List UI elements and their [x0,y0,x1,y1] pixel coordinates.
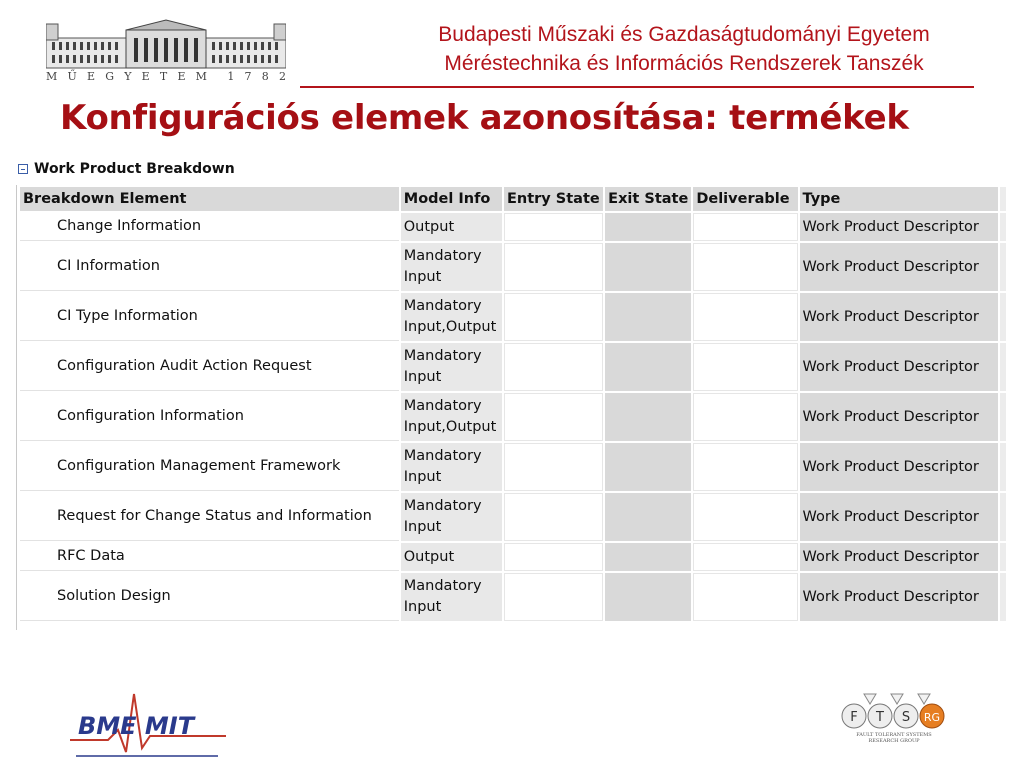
work-product-breakdown-header [18,161,235,177]
exit-state-cell [605,573,691,621]
type-cell: Work Product Descriptor [800,293,998,341]
column-header-deliverable[interactable]: Deliverable [693,187,797,211]
row-edge [1000,493,1006,541]
table-header-row [20,187,1006,211]
breakdown-element-link[interactable]: Solution Design [20,573,399,621]
deliverable-cell [693,293,797,341]
ftsrg-logo [836,688,956,744]
bme-mit-logo [68,690,228,760]
entry-state-cell [504,293,603,341]
university-line-1: Budapesti Műszaki és Gazdaságtudományi Egyetem [438,23,930,46]
deliverable-cell [693,543,797,571]
column-header-element[interactable]: Breakdown Element [20,187,399,211]
model-info-cell: Mandatory Input [401,443,502,491]
deliverable-cell [693,243,797,291]
row-edge [1000,343,1006,391]
deliverable-cell [693,393,797,441]
model-info-cell: Output [401,543,502,571]
entry-state-cell [504,443,603,491]
deliverable-cell [693,343,797,391]
ftsrg-caption-2: RESEARCH GROUP [868,738,920,744]
model-info-cell: Mandatory Input [401,573,502,621]
ftsrg-letter-t: T [876,710,884,725]
type-cell: Work Product Descriptor [800,213,998,241]
breakdown-element-link[interactable]: CI Information [20,243,399,291]
entry-state-cell [504,543,603,571]
entry-state-cell [504,573,603,621]
type-cell: Work Product Descriptor [800,573,998,621]
slide-title: Konfigurációs elemek azonosítása: termékek [60,98,909,138]
type-cell: Work Product Descriptor [800,543,998,571]
university-name [404,20,964,78]
header-scroll-gap [1000,187,1006,211]
row-edge [1000,573,1006,621]
type-cell: Work Product Descriptor [800,443,998,491]
table-left-border [16,185,17,630]
table-row [20,443,1006,491]
exit-state-cell [605,243,691,291]
deliverable-cell [693,573,797,621]
table-row [20,543,1006,571]
logo-caption: M Ű E G Y E T E M 1 7 8 2 [46,70,286,83]
table-row [20,213,1006,241]
row-edge [1000,393,1006,441]
exit-state-cell [605,493,691,541]
type-cell: Work Product Descriptor [800,343,998,391]
model-info-cell: Output [401,213,502,241]
table-row [20,493,1006,541]
ftsrg-letter-s: S [901,710,911,725]
model-info-cell: Mandatory Input [401,243,502,291]
table-row [20,293,1006,341]
breakdown-element-link[interactable]: Configuration Audit Action Request [20,343,399,391]
column-header-entry-state[interactable]: Entry State [504,187,603,211]
entry-state-cell [504,243,603,291]
model-info-cell: Mandatory Input [401,493,502,541]
column-header-type[interactable]: Type [800,187,998,211]
table-row [20,243,1006,291]
breakdown-element-link[interactable]: RFC Data [20,543,399,571]
exit-state-cell [605,393,691,441]
panel-title: Work Product Breakdown [34,161,235,177]
header-divider [300,86,974,88]
model-info-cell: Mandatory Input,Output [401,393,502,441]
entry-state-cell [504,393,603,441]
breakdown-element-link[interactable]: Change Information [20,213,399,241]
breakdown-element-link[interactable]: CI Type Information [20,293,399,341]
exit-state-cell [605,293,691,341]
entry-state-cell [504,343,603,391]
breakdown-table [18,185,1008,623]
ftsrg-caption-1: FAULT TOLERANT SYSTEMS [856,732,932,738]
deliverable-cell [693,213,797,241]
entry-state-cell [504,213,603,241]
deliverable-cell [693,493,797,541]
type-cell: Work Product Descriptor [800,493,998,541]
exit-state-cell [605,213,691,241]
row-edge [1000,443,1006,491]
row-edge [1000,543,1006,571]
exit-state-cell [605,343,691,391]
bme-mit-logo-text: BME MIT [78,712,195,740]
column-header-model-info[interactable]: Model Info [401,187,502,211]
model-info-cell: Mandatory Input [401,343,502,391]
column-header-exit-state[interactable]: Exit State [605,187,691,211]
row-edge [1000,293,1006,341]
model-info-cell: Mandatory Input,Output [401,293,502,341]
row-edge [1000,243,1006,291]
breakdown-element-link[interactable]: Configuration Information [20,393,399,441]
table-row [20,573,1006,621]
entry-state-cell [504,493,603,541]
exit-state-cell [605,443,691,491]
breakdown-element-link[interactable]: Configuration Management Framework [20,443,399,491]
ftsrg-letter-rg: RG [923,711,941,724]
exit-state-cell [605,543,691,571]
type-cell: Work Product Descriptor [800,243,998,291]
table-row [20,393,1006,441]
ftsrg-letter-f: F [850,710,858,725]
collapse-minus-icon[interactable] [18,164,28,174]
breakdown-element-link[interactable]: Request for Change Status and Information [20,493,399,541]
row-edge [1000,213,1006,241]
type-cell: Work Product Descriptor [800,393,998,441]
deliverable-cell [693,443,797,491]
department-line: Méréstechnika és Információs Rendszerek Tanszék [444,52,924,75]
table-row [20,343,1006,391]
